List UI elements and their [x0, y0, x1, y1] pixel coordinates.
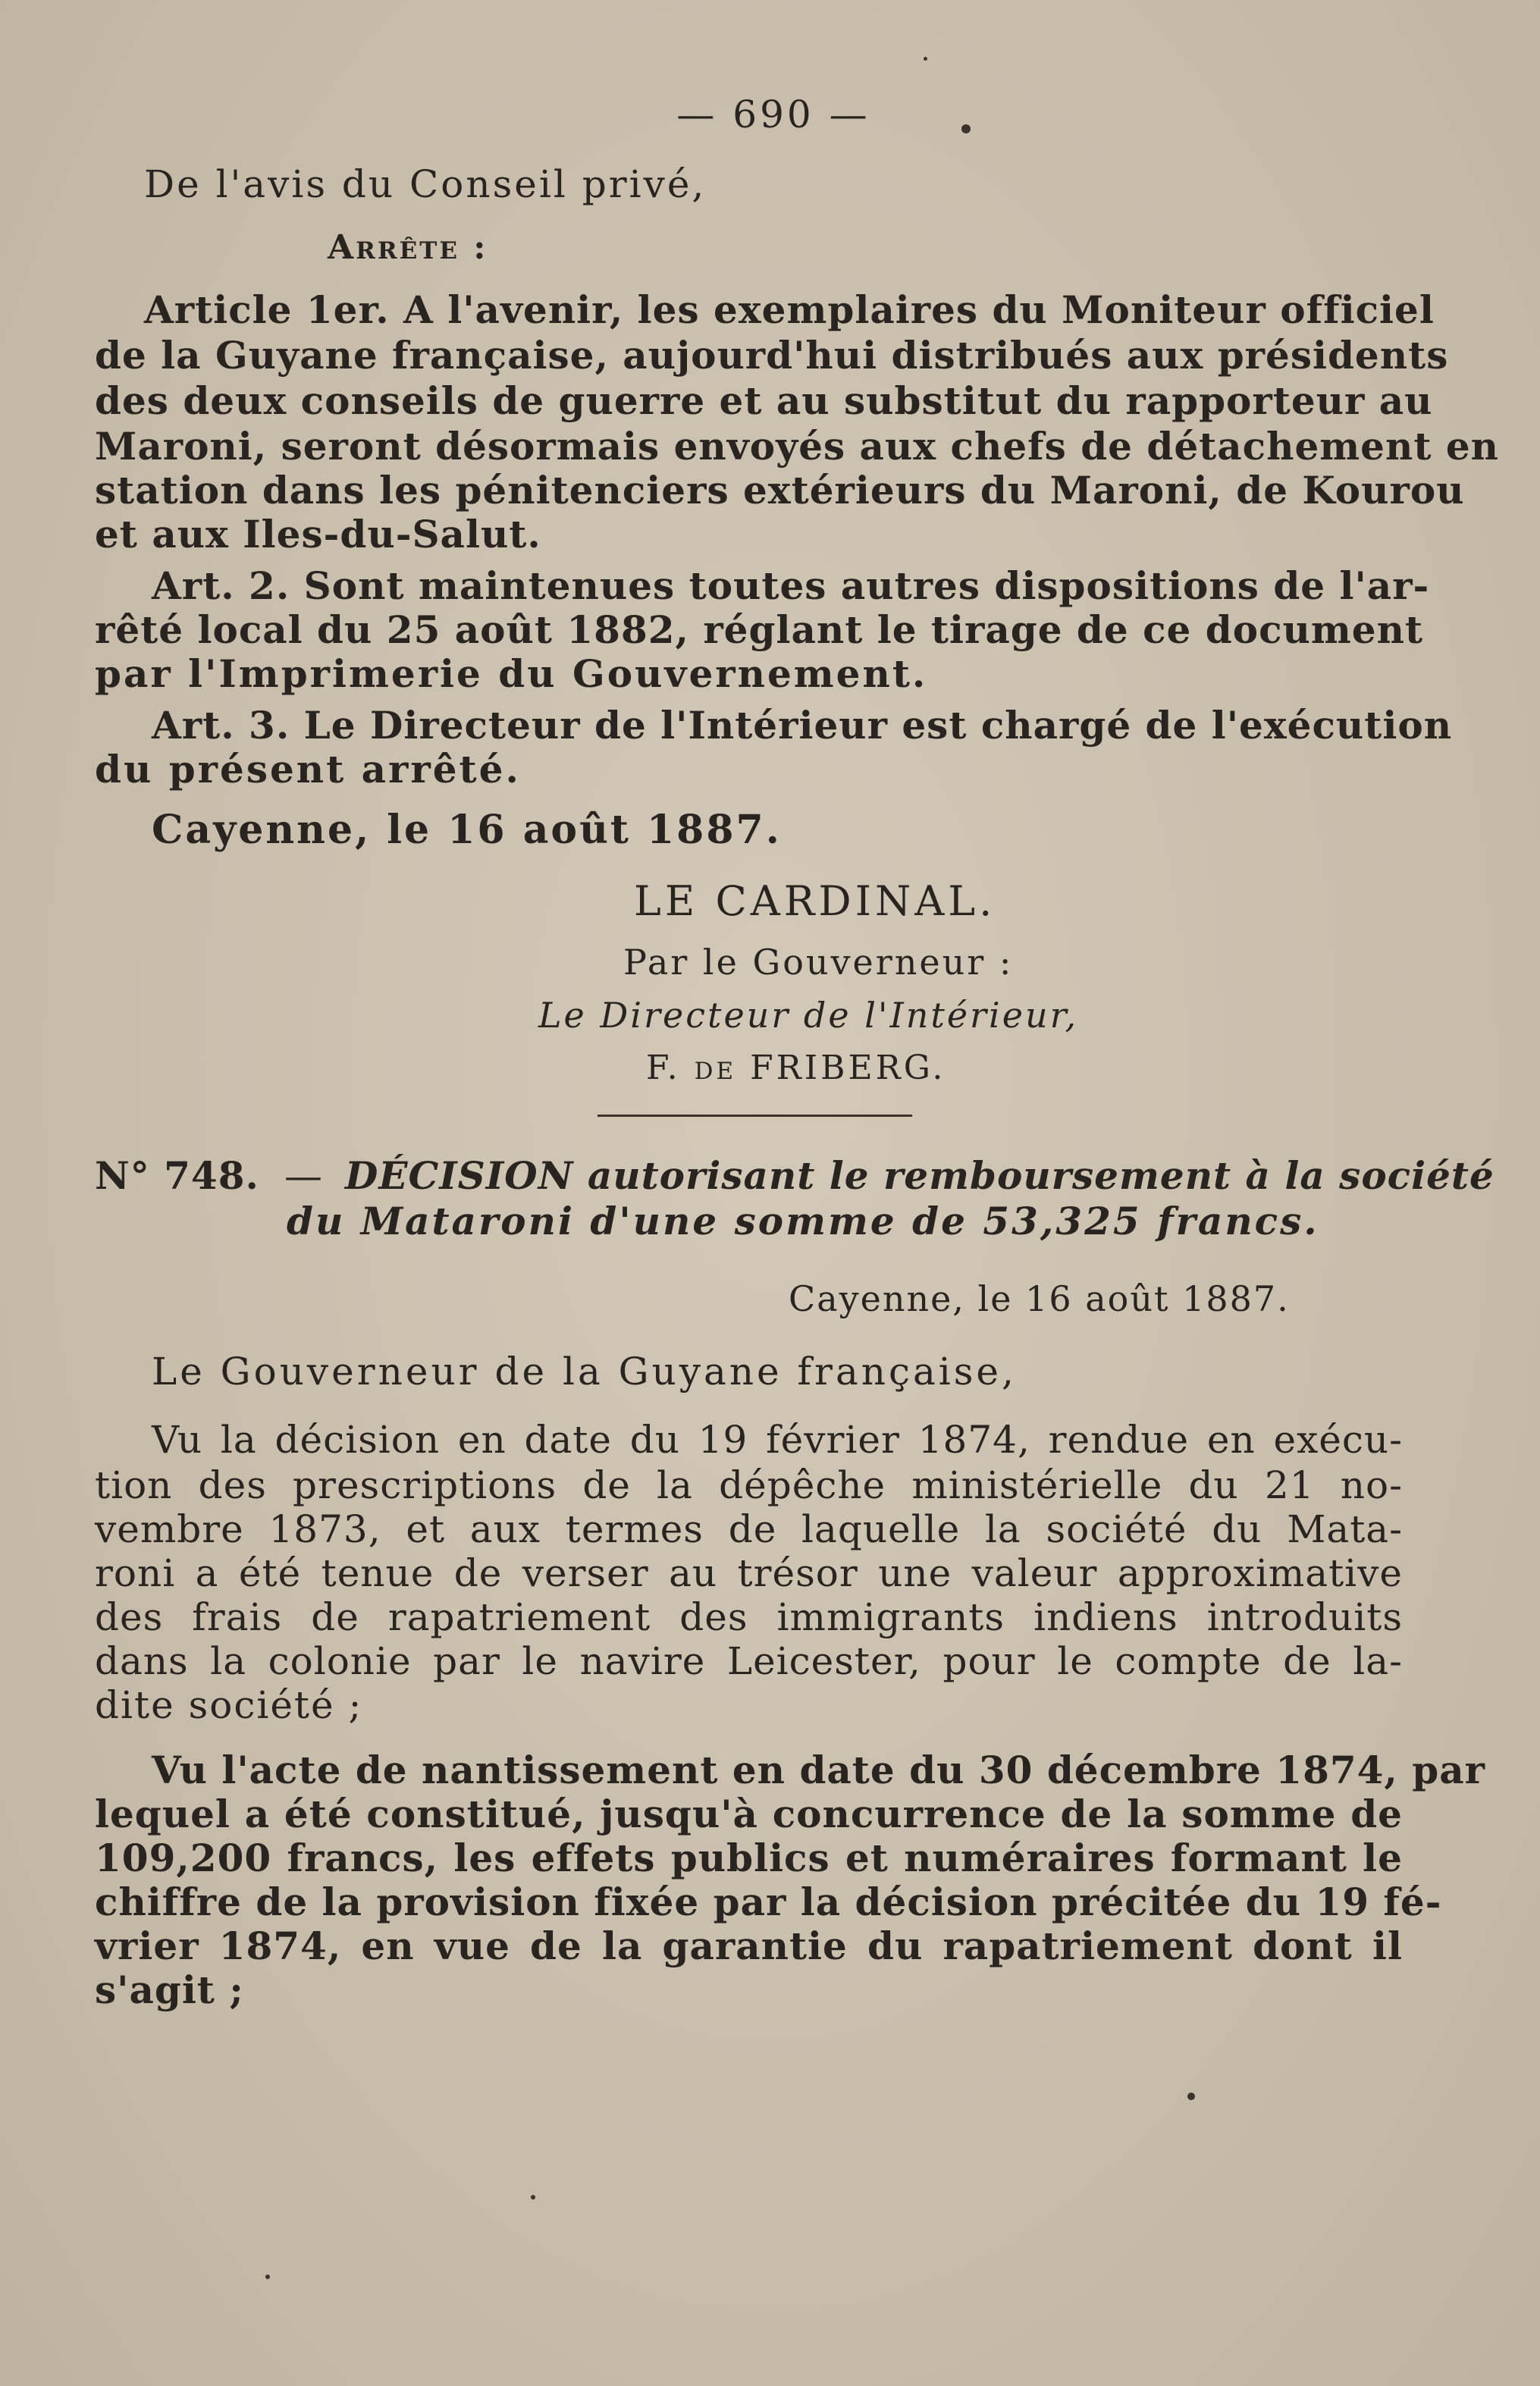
- article-3-line: du présent arrêté.: [95, 747, 521, 792]
- article-2-line: rêté local du 25 août 1882, réglant le tirage de ce document: [95, 607, 1424, 652]
- considerant-2-line: vrier 1874, en vue de la garantie du rapatriement dont il: [95, 1924, 1403, 1968]
- considerant-2-line: lequel a été constitué, jusqu'à concurrence de la somme de: [95, 1792, 1403, 1836]
- par-le-gouverneur: Par le Gouverneur :: [623, 942, 1014, 983]
- considerant-2-line: s'agit ;: [95, 1967, 244, 2012]
- signataire: F. de FRIBERG.: [646, 1049, 946, 1087]
- article-1-line: Article 1er. A l'avenir, les exemplaires du Moniteur officiel: [144, 287, 1435, 332]
- page-number: — 690 —: [676, 92, 870, 136]
- ink-speck: [1187, 2093, 1195, 2100]
- separator-rule: [597, 1115, 912, 1117]
- article-1-line: station dans les pénitenciers extérieurs du Maroni, de Kourou: [95, 468, 1465, 513]
- article-1-line: des deux conseils de guerre et au substitut du rapporteur au: [95, 378, 1433, 423]
- directeur-line: Le Directeur de l'Intérieur,: [538, 995, 1079, 1036]
- gouverneur-line: Le Gouverneur de la Guyane française,: [152, 1350, 1017, 1394]
- considerant-1-line: tion des prescriptions de la dépêche ministérielle du 21 no-: [95, 1463, 1403, 1507]
- article-2-line: Art. 2. Sont maintenues toutes autres dispositions de l'ar-: [152, 563, 1430, 608]
- ink-speck: [531, 2195, 535, 2199]
- considerant-1-line: dite société ;: [95, 1683, 363, 1727]
- signature: LE CARDINAL.: [634, 877, 996, 925]
- date-line: Cayenne, le 16 août 1887.: [152, 807, 782, 853]
- decision-date: Cayenne, le 16 août 1887.: [789, 1278, 1290, 1319]
- considerant-2-line: Vu l'acte de nantissement en date du 30 décembre 1874, par: [152, 1748, 1485, 1792]
- considerant-1-line: Vu la décision en date du 19 février 1874, rendue en exécu-: [152, 1418, 1403, 1462]
- considerant-2-line: chiffre de la provision fixée par la décision précitée du 19 fé-: [95, 1880, 1442, 1924]
- ink-speck: [961, 124, 971, 133]
- decision-title-line: DÉCISION autorisant le remboursement à la société: [345, 1153, 1495, 1198]
- article-1-line: de la Guyane française, aujourd'hui distribués aux présidents: [95, 333, 1449, 378]
- ink-speck: [924, 57, 927, 61]
- article-1-line: Maroni, seront désormais envoyés aux chefs de détachement en: [95, 424, 1499, 469]
- considerant-1-line: des frais de rapatriement des immigrants indiens introduits: [95, 1595, 1403, 1639]
- decision-title-line: du Mataroni d'une somme de 53,325 francs.: [287, 1199, 1319, 1243]
- avis-line: De l'avis du Conseil privé,: [144, 162, 707, 206]
- considerant-2-line: 109,200 francs, les effets publics et numéraires formant le: [95, 1836, 1403, 1880]
- ink-speck: [265, 2275, 270, 2279]
- decision-dash: —: [284, 1154, 323, 1198]
- arrete-heading: Arrête :: [328, 228, 488, 267]
- decision-number: N° 748.: [95, 1153, 259, 1198]
- article-3-line: Art. 3. Le Directeur de l'Intérieur est chargé de l'exécution: [152, 703, 1453, 748]
- considerant-1-line: dans la colonie par le navire Leicester, pour le compte de la-: [95, 1639, 1403, 1683]
- considerant-1-line: roni a été tenue de verser au trésor une valeur approximative: [95, 1551, 1403, 1595]
- considerant-1-line: vembre 1873, et aux termes de laquelle la société du Mata-: [95, 1507, 1403, 1551]
- article-1-line: et aux Iles-du-Salut.: [95, 512, 541, 557]
- article-2-line: par l'Imprimerie du Gouvernement.: [95, 651, 928, 696]
